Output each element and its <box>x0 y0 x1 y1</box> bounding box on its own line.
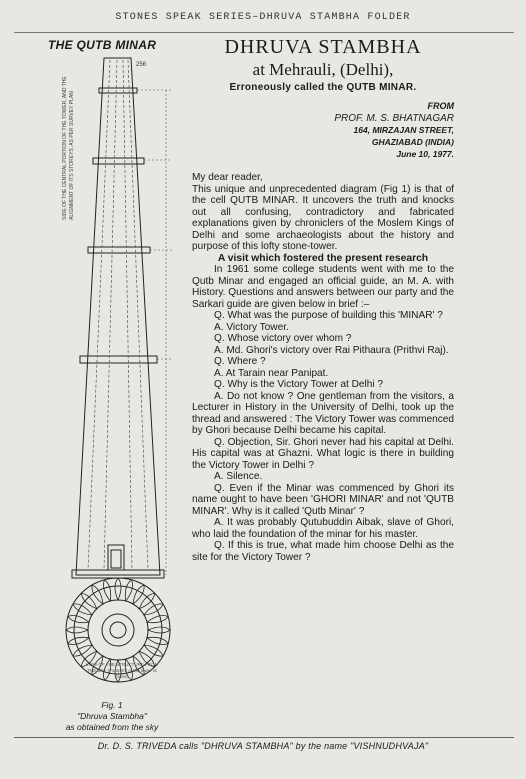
figure-caption <box>52 700 172 733</box>
bottom-rule <box>14 737 514 738</box>
qa-line: Q. What was the purpose of building this 'MINAR' ? <box>214 310 443 321</box>
figure-caption-source: as obtained from the sky <box>65 722 159 732</box>
heading-subtitle: Erroneously called the QUTB MINAR. <box>229 82 417 93</box>
heading-location: at Mehrauli, (Delhi), <box>252 60 394 79</box>
series-header: STONES SPEAK SERIES–DHRUVA STAMBHA FOLDER <box>115 12 411 23</box>
tower-outline <box>76 58 160 575</box>
figure-scale-note: VIEW OF THE STRUCTURE FROM THE SKY (Footprint of the tower at base) <box>85 662 159 679</box>
from-label: FROM <box>427 101 454 111</box>
qutb-minar-diagram <box>0 0 200 740</box>
storey-balconies <box>72 88 164 578</box>
letter-body <box>192 172 454 563</box>
qa-line: Q. Objection, Sir. Ghori never had his capital at Delhi. His capital was at Ghazni. What logic is there in building the Victory Tower in Delhi ? <box>192 436 454 471</box>
figure-caption-name: "Dhruva Stambha" <box>77 711 147 721</box>
qa-line: Q. Whose victory over whom ? <box>214 333 352 344</box>
salutation: My dear reader, <box>192 172 263 183</box>
author-address-street: 164, MIRZAJAN STREET, <box>353 125 454 135</box>
article-column <box>192 36 454 563</box>
author-address-city: GHAZIABAD (INDIA) <box>371 137 454 147</box>
qa-line: A. At Tarain near Panipat. <box>214 367 329 379</box>
top-dimension-label: 256 <box>136 62 147 68</box>
qa-line: Q. If this is true, what made him choose Delhi as the site for the Victory Tower ? <box>192 540 454 563</box>
qa-line: Q. Why is the Victory Tower at Delhi ? <box>214 379 384 390</box>
footer-note: Dr. D. S. TRIVEDA calls "DHRUVA STAMBHA" by the name "VISHNUDHVAJA" <box>97 741 429 751</box>
author-name: PROF. M. S. BHATNAGAR <box>334 113 454 124</box>
paragraph-visit: In 1961 some college students went with me to the Qutb Minar and engaged an official guide, an M. A. with History. Questions and answers between our party and the Sarkari guide are given below in brief :– <box>192 264 454 310</box>
qa-line: Q. Even if the Minar was commenced by Ghori its name ought to have been 'GHORI MINAR' and not 'QUTB MINAR'. Why is it called 'Qutb Minar' ? <box>192 482 454 517</box>
section-subhead: A visit which fostered the present research <box>217 252 429 264</box>
qa-line: A. Do not know ? One gentleman from the visitors, a Lecturer in History in the University of Delhi, took up the thread and answered : The Victory Tower was commenced by Ghori because Delhi became his capital. <box>192 390 455 436</box>
figure-title: THE QUTB MINAR <box>48 38 157 52</box>
figure-vertical-caption: SIDE OF THE CENTRAL PORTION OF THE TOWER, AND THE ALIGNMENT OF ITS STOREYS, AS PER SURVEY PLAN <box>62 76 75 220</box>
qa-line: A. It was probably Qutubuddin Aibak, slave of Ghori, who laid the foundation of the minar for his master. <box>192 517 454 540</box>
qa-line: A. Md. Ghori's victory over Rai Pithaura (Prithvi Raj). <box>214 344 449 356</box>
qa-line: A. Silence. <box>214 471 263 482</box>
figure-caption-number: Fig. 1 <box>101 700 123 710</box>
heading-title: DHRUVA STAMBHA <box>224 36 422 58</box>
qa-line: Q. Where ? <box>214 356 266 367</box>
letter-date: June 10, 1977. <box>396 149 454 159</box>
qa-line: A. Victory Tower. <box>214 321 289 333</box>
tower-door <box>108 545 124 570</box>
paragraph-intro: This unique and unprecedented diagram (Fig 1) is that of the cell QUTB MINAR. It uncovers the truth and knocks out all confusing, contradictory and fabricated explanations given by chroniclers of the Moslem Kings of Delhi and some archaeologists about the history and purpose of this lofty stone-tower. <box>192 183 454 252</box>
